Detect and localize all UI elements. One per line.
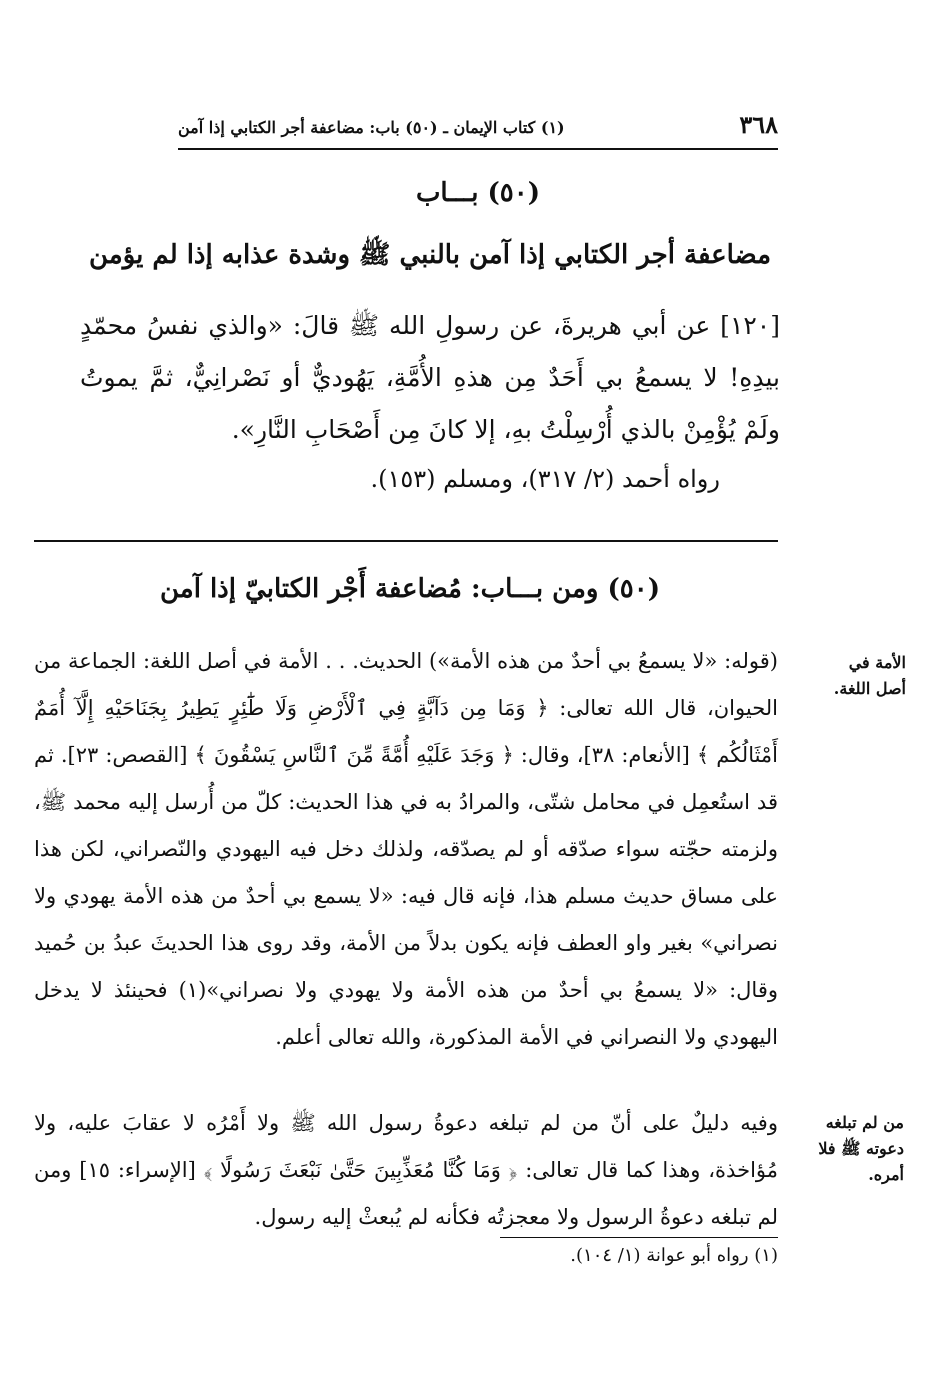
commentary-paragraph-1: (قوله: «لا يسمعُ بي أحدٌ من هذه الأمة») الحديث. . . الأمة في أصل اللغة: الجماعة من الحيوان، قال الله تعالى: ﴿ وَمَا مِن دَآبَّةٍ فِي ٱلْأَرْضِ وَلَا طَٰٓئِرٍ يَطِيرُ بِجَنَاحَيْهِ إِلَّآ أُمَمٌ أَمْثَالُكُم ﴾ [الأنعام: ٣٨]، وقال: ﴿ وَجَدَ عَلَيْهِ أُمَّةً مِّنَ ٱلنَّاسِ يَسْقُونَ ﴾ [القصص: ٢٣]. ثم قد استُعمِل في محامل شتّى، والمرادُ به في هذا الحديث: كلّ من أُرسل إليه محمد ﷺ، ولزمته حجّته سواء صدّقه أو لم يصدّقه، ولذلك دخل فيه اليهودي والنّصراني، لكن هذا على مساق حديث مسلم هذا، فإنه قال فيه: «لا يسمع بي أحدٌ من هذه الأمة يهودي ولا نصراني» بغير واو العطف فإنه يكون بدلاً من الأمة، وقد روى هذا الحديثَ عبدُ بن حُميد وقال: «لا يسمعُ بي أحدٌ من هذه الأمة ولا يهودي ولا نصراني»(١) فحينئذ لا يدخل اليهودي ولا النصراني في الأمة المذكورة، والله تعالى أعلم. xyxy=(34,649,779,1049)
section-divider xyxy=(34,540,778,542)
hadith-text: [١٢٠] عن أبي هريرةَ، عن رسولِ الله ﷺ قالَ: «والذي نفسُ محمّدٍ بيدِهِ! لا يسمعُ بي أَحَدٌ مِن هذهِ الأُمَّةِ، يَهُوديٌّ أو نَصْرانِيٌّ، ثمَّ يموتُ ولَمْ يُؤْمِنْ بالذي أُرْسِلْتُ بهِ، إلا كانَ مِن أَصْحَابِ النَّارِ». xyxy=(80,311,780,444)
page-number: ٣٦٨ xyxy=(739,110,778,139)
margin-note-nation: الأمة في أصل اللغة. xyxy=(833,653,906,698)
hadith-source: رواه أحمد (٢/ ٣١٧)، ومسلم (١٥٣). xyxy=(370,465,720,493)
footnote: (١) رواه أبو عوانة (١/ ١٠٤). xyxy=(570,1245,778,1266)
commentary-paragraph-2: وفيه دليلٌ على أنّ من لم تبلغه دعوةُ رسول الله ﷺ ولا أَمْرُه لا عقابَ عليه، ولا مُؤاخذة، وهذا كما قال تعالى: ﴿ وَمَا كُنَّا مُعَذِّبِينَ حَتَّىٰ نَبْعَثَ رَسُولًا ﴾ [الإسراء: ١٥] ومن لم تبلغه دعوةُ الرسول ولا معجزتُه فكأنه لم يُبعثْ إليه رسول. xyxy=(34,1111,778,1229)
margin-note-message: من لم تبلغه دعوته ﷺ فلا أمره. xyxy=(818,1113,904,1184)
chapter-title: مضاعفة أجر الكتابي إذا آمن بالنبي ﷺ وشدة عذابه إذا لم يؤمن xyxy=(88,240,772,270)
commentary-title: (٥٠) ومن بـــاب: مُضاعفة أَجْر الكتابيّ إذا آمن xyxy=(159,574,661,604)
header-rule xyxy=(178,148,778,150)
page-header xyxy=(178,108,778,146)
chapter-heading: (٥٠) بـــاب xyxy=(415,178,541,208)
footnote-rule xyxy=(500,1237,778,1238)
running-title: (١) كتاب الإيمان ـ (٥٠) باب: مضاعفة أجر الكتابي إذا آمن xyxy=(178,118,565,137)
